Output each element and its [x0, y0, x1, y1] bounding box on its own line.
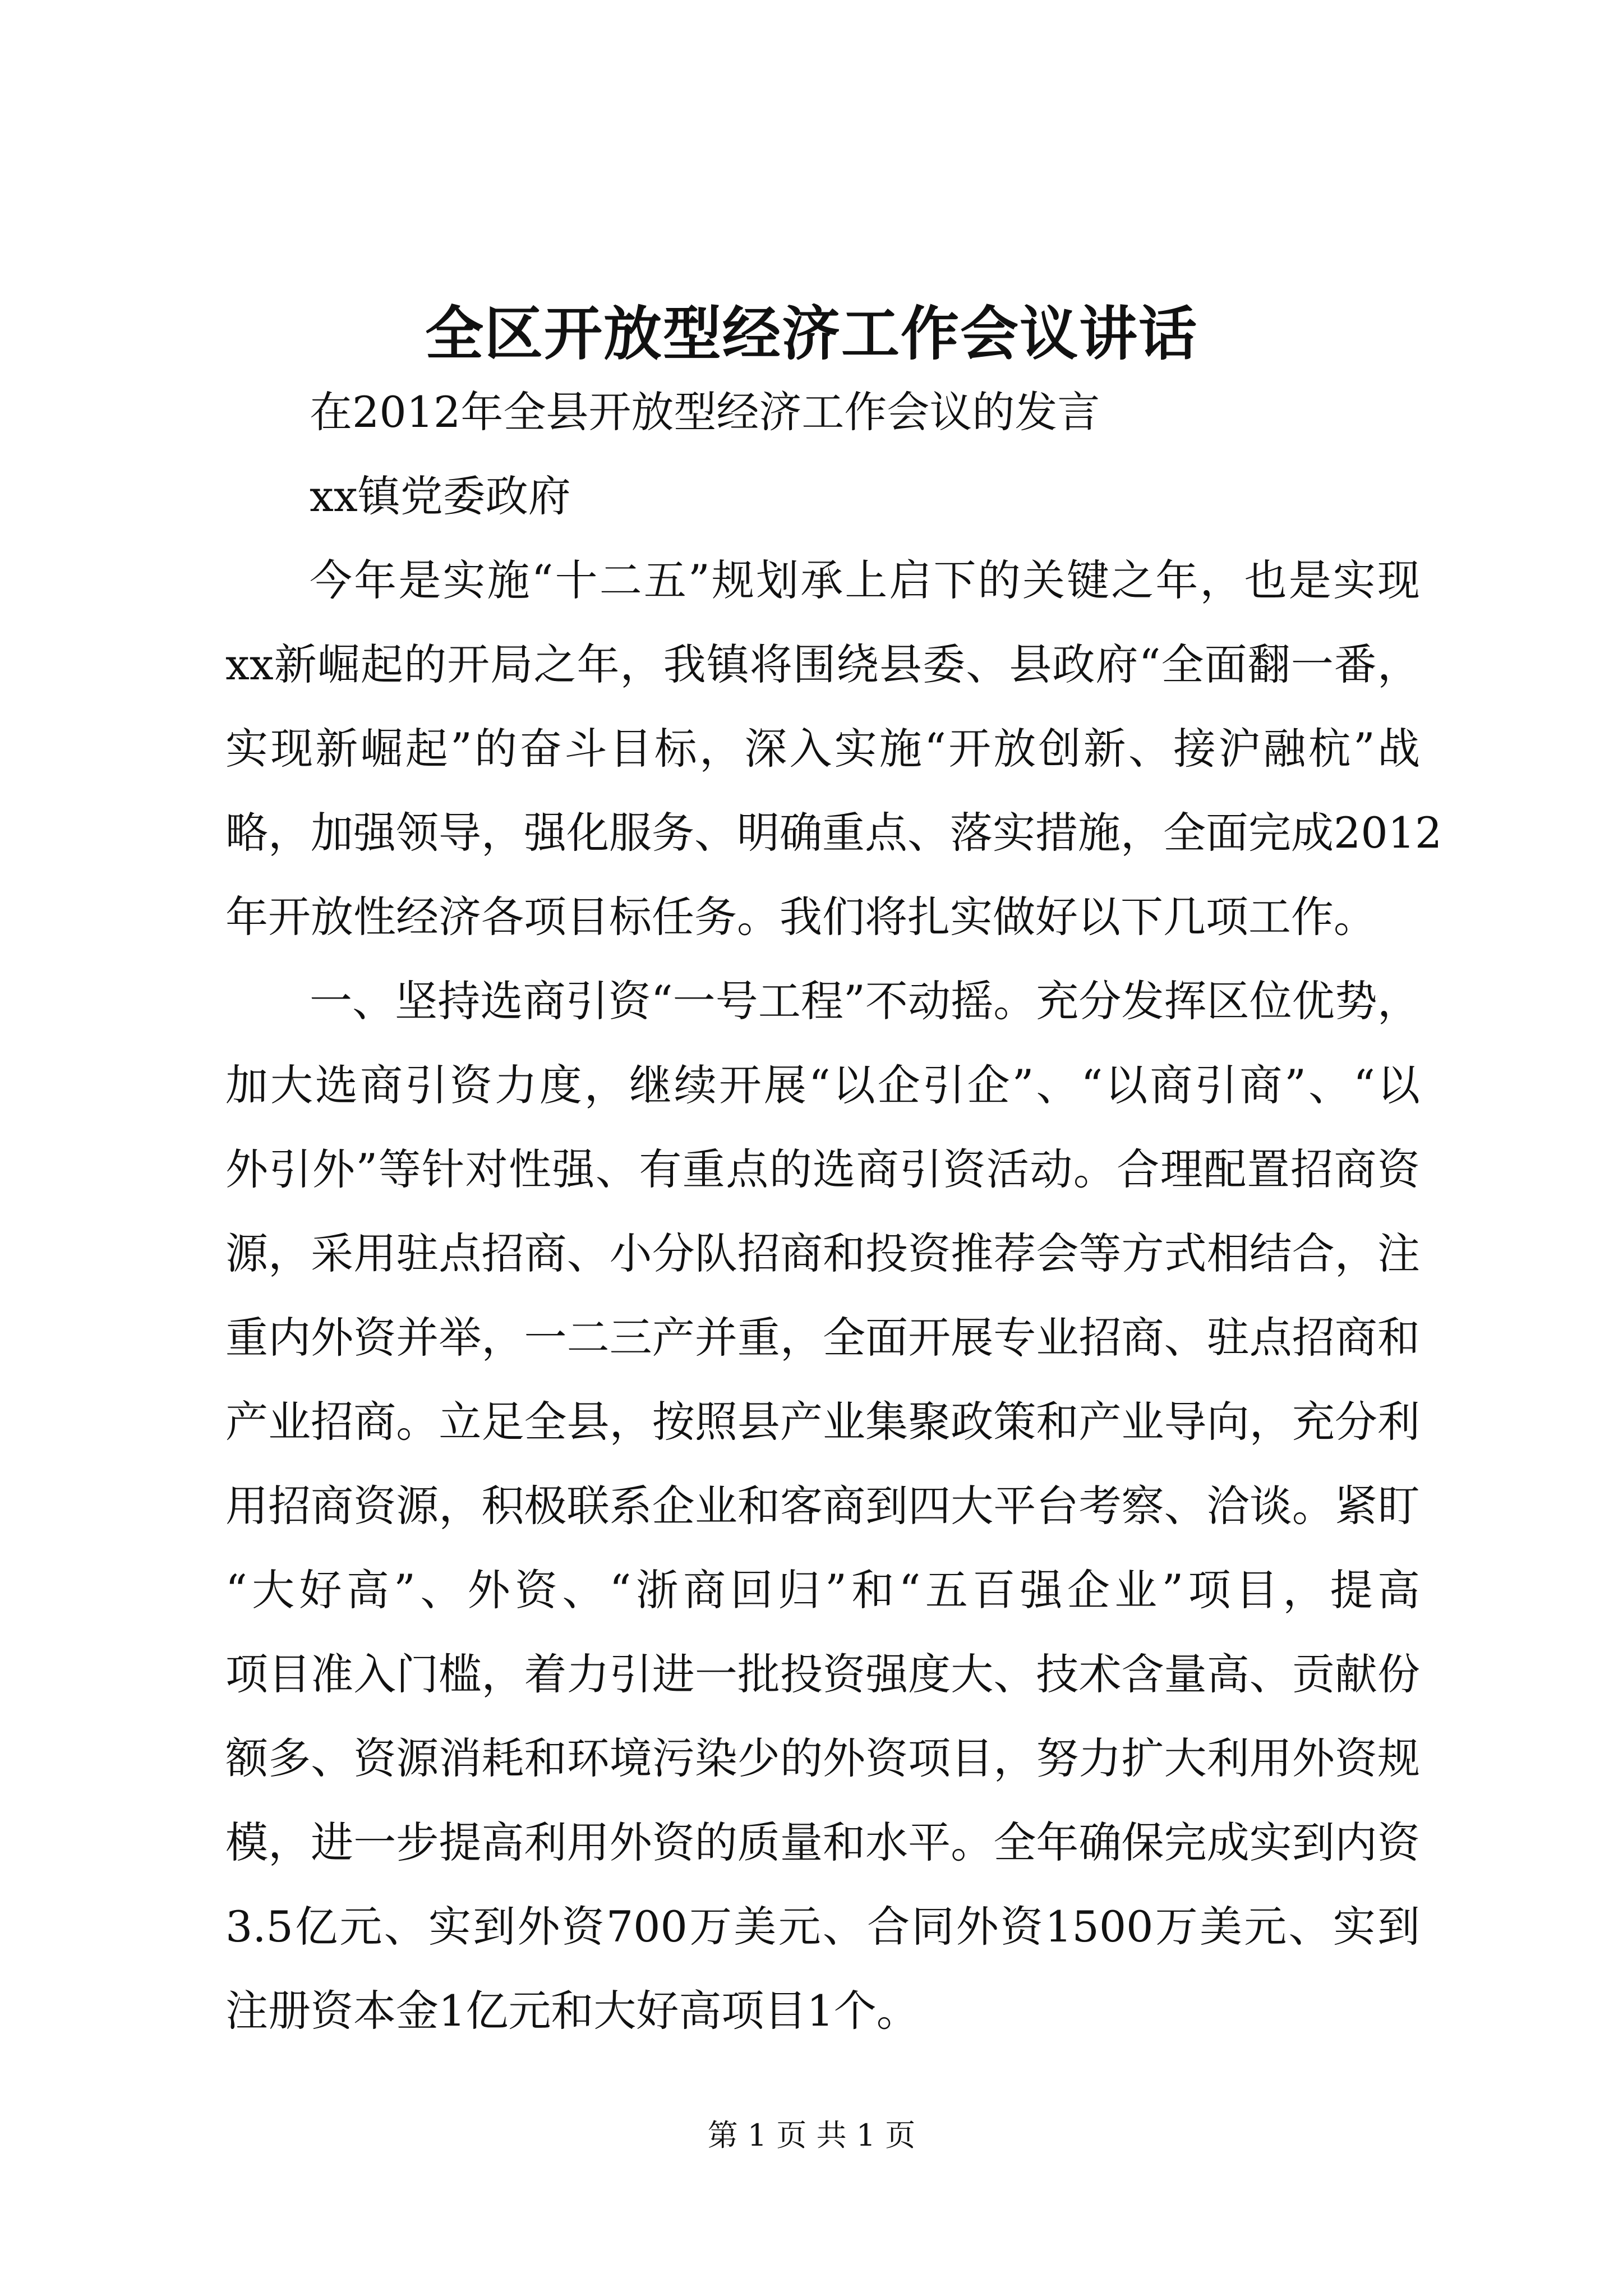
paragraph-line: 项目准入门槛，着力引进一批投资强度大、技术含量高、贡献份	[225, 1649, 1420, 1699]
paragraph-line: 年开放性经济各项目标任务。我们将扎实做好以下几项工作。	[225, 892, 1376, 942]
paragraph-line: 模，进一步提高利用外资的质量和水平。全年确保完成实到内资	[225, 1818, 1420, 1867]
paragraph-line: 注册资本金1亿元和大好高项目1个。	[225, 1986, 919, 2036]
document-subtitle: 在2012年全县开放型经济工作会议的发言	[310, 387, 1100, 437]
paragraph-line: 加大选商引资力度，继续开展“以企引企”、“以商引商”、“以	[225, 1060, 1420, 1110]
paragraph-line: “大好高”、外资、“浙商回归”和“五百强企业”项目，提高	[225, 1565, 1420, 1615]
page-number-footer: 第 1 页 共 1 页	[707, 2118, 916, 2153]
paragraph-line: 产业招商。立足全县，按照县产业集聚政策和产业导向，充分利	[225, 1397, 1420, 1447]
paragraph-line: 外引外”等针对性强、有重点的选商引资活动。合理配置招商资	[225, 1144, 1420, 1194]
paragraph-line: 略，加强领导，强化服务、明确重点、落实措施，全面完成2012	[225, 808, 1442, 858]
paragraph-line: 今年是实施“十二五”规划承上启下的关键之年，也是实现	[310, 555, 1420, 605]
paragraph-line: 用招商资源，积极联系企业和客商到四大平台考察、洽谈。紧盯	[225, 1481, 1420, 1531]
paragraph-line: 源，采用驻点招商、小分队招商和投资推荐会等方式相结合，注	[225, 1228, 1420, 1278]
paragraph-line: 额多、资源消耗和环境污染少的外资项目，努力扩大利用外资规	[225, 1733, 1420, 1783]
document-title: 全区开放型经济工作会议讲话	[425, 299, 1198, 368]
paragraph-line: 重内外资并举，一二三产并重，全面开展专业招商、驻点招商和	[225, 1313, 1420, 1363]
document-org: xx镇党委政府	[310, 471, 571, 521]
paragraph-line: 3.5亿元、实到外资700万美元、合同外资1500万美元、实到	[225, 1902, 1420, 1952]
paragraph-line: 实现新崛起”的奋斗目标，深入实施“开放创新、接沪融杭”战	[225, 724, 1420, 774]
paragraph-line: 一、坚持选商引资“一号工程”不动摇。充分发挥区位优势，	[310, 976, 1420, 1026]
paragraph-line: xx新崛起的开局之年，我镇将围绕县委、县政府“全面翻一番，	[225, 639, 1420, 689]
